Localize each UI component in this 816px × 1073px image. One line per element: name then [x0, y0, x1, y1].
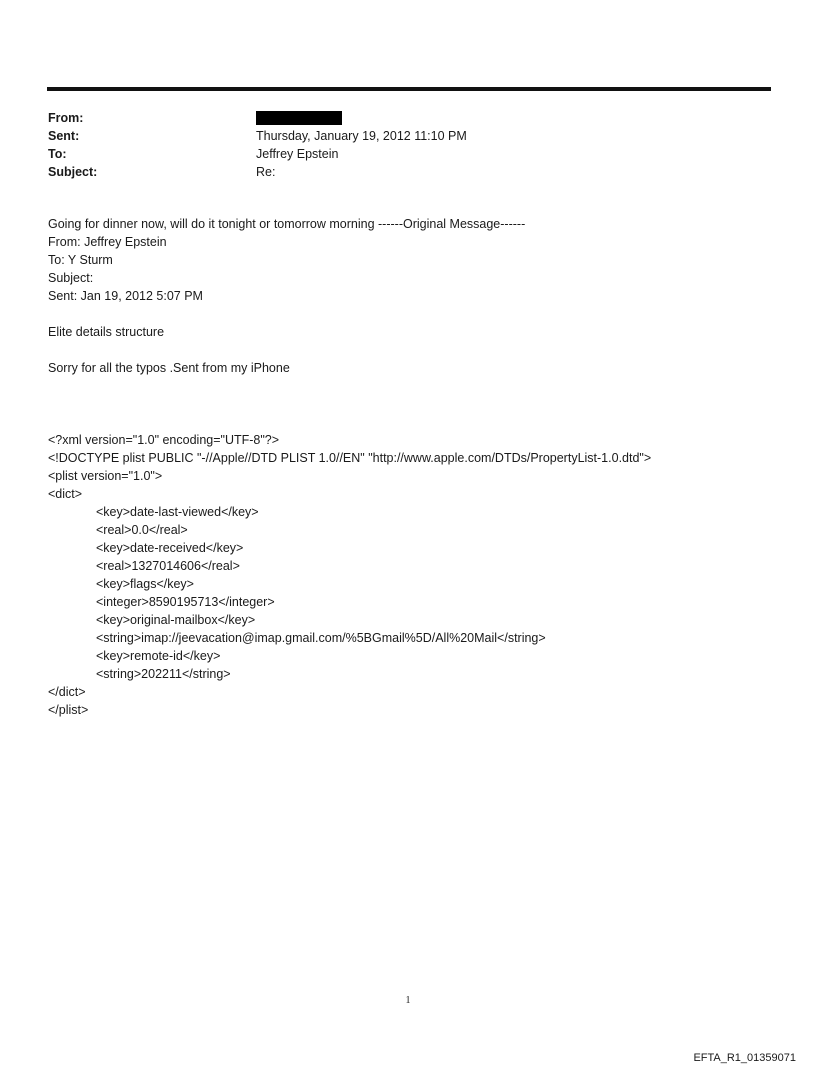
xml-line: </plist> — [48, 703, 89, 717]
xml-line: <integer>8590195713</integer> — [96, 595, 275, 609]
xml-line: <key>date-last-viewed</key> — [96, 505, 259, 519]
xml-line: <key>date-received</key> — [96, 541, 244, 555]
body-line: Elite details structure — [48, 325, 165, 339]
subject-value: Re: — [256, 165, 276, 179]
xml-line: <string>202211</string> — [96, 667, 231, 681]
xml-line: <string>imap://jeevacation@imap.gmail.com/%5BGmail%5D/All%20Mail</string> — [96, 631, 546, 645]
from-value — [256, 109, 716, 127]
page-number: 1 — [405, 995, 411, 1006]
body-line: Going for dinner now, will do it tonight or tomorrow morning ------Original Message------ — [48, 217, 526, 231]
xml-line: <dict> — [48, 487, 83, 501]
body-line: Sent: Jan 19, 2012 5:07 PM — [48, 289, 203, 303]
document-id: EFTA_R1_01359071 — [693, 1052, 796, 1064]
xml-line: <key>flags</key> — [96, 577, 194, 591]
body-line: To: Y Sturm — [48, 253, 113, 267]
xml-line: <?xml version="1.0" encoding="UTF-8"?> — [48, 433, 280, 447]
xml-line: <!DOCTYPE plist PUBLIC "-//Apple//DTD PLIST 1.0//EN" "http://www.apple.com/DTDs/PropertyList-1.0.dtd"> — [48, 451, 652, 465]
sent-value: Thursday, January 19, 2012 11:10 PM — [256, 129, 467, 143]
plist-xml-block — [48, 431, 768, 719]
xml-line: <plist version="1.0"> — [48, 469, 163, 483]
xml-line: </dict> — [48, 685, 86, 699]
xml-line: <key>original-mailbox</key> — [96, 613, 256, 627]
to-label: To: — [48, 147, 67, 161]
xml-line: <key>remote-id</key> — [96, 649, 221, 663]
xml-line: <real>0.0</real> — [96, 523, 188, 537]
from-label: From: — [48, 111, 84, 125]
body-line: Subject: — [48, 271, 94, 285]
redaction-box — [256, 111, 342, 125]
subject-label: Subject: — [48, 165, 98, 179]
email-body — [48, 215, 768, 719]
body-line: From: Jeffrey Epstein — [48, 235, 167, 249]
to-value: Jeffrey Epstein — [256, 147, 339, 161]
body-line: Sorry for all the typos .Sent from my iPhone — [48, 361, 290, 375]
header-rule — [47, 87, 771, 91]
sent-label: Sent: — [48, 129, 80, 143]
xml-line: <real>1327014606</real> — [96, 559, 240, 573]
